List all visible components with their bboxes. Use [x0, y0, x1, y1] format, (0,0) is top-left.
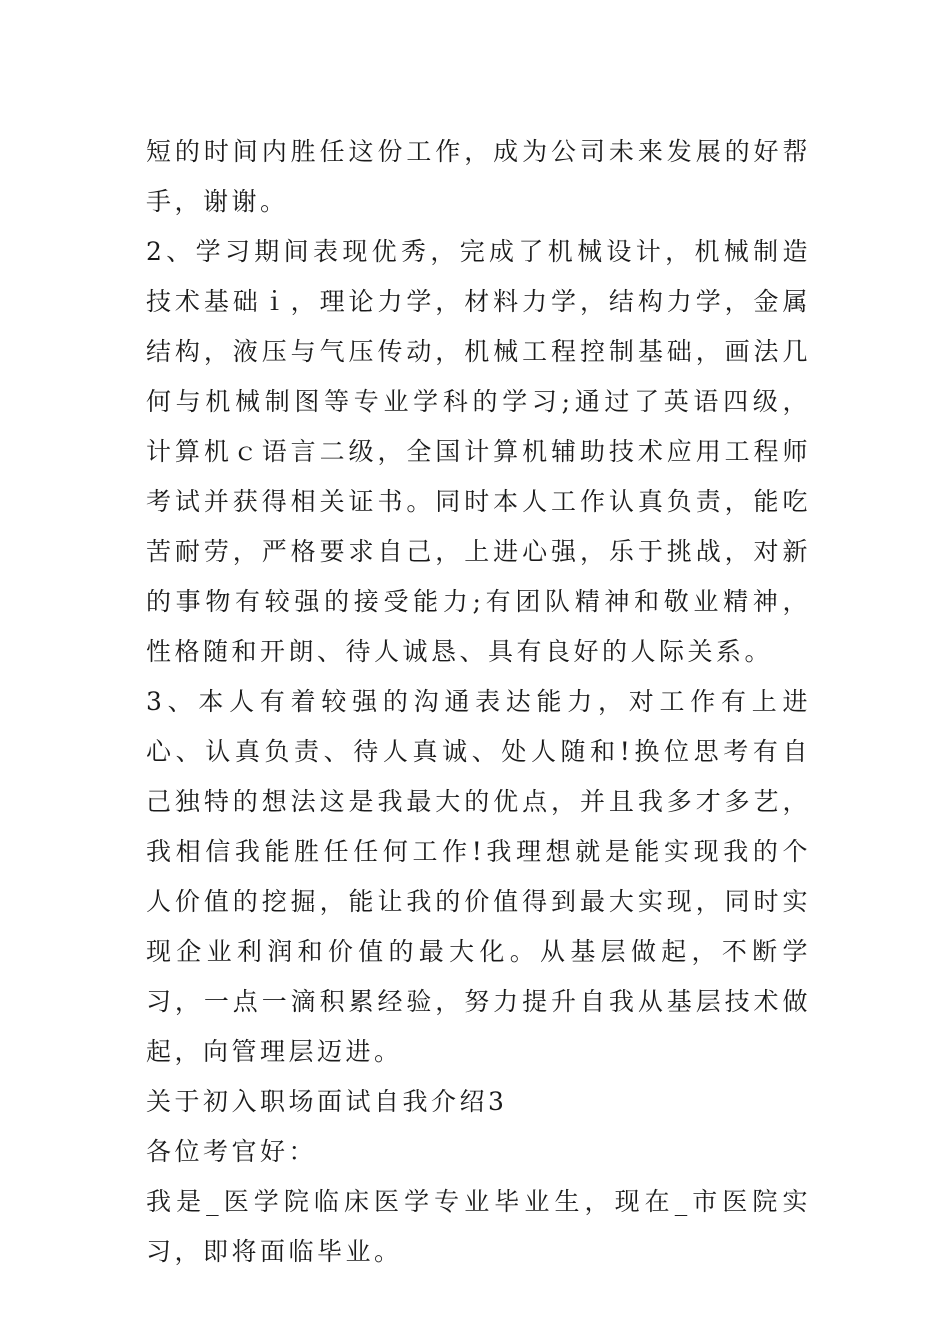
paragraph-point-2: 2、学习期间表现优秀，完成了机械设计，机械制造技术基础ｉ，理论力学，材料力学，结构力学，金属结构，液压与气压传动，机械工程控制基础，画法几何与机械制图等专业学科的学习;通过了英语四级，计算机ｃ语言二级，全国计算机辅助技术应用工程师考试并获得相关证书。同时本人工作认真负责，能吃苦耐劳，严格要求自己，上进心强，乐于挑战，对新的事物有较强的接受能力;有团队精神和敬业精神，性格随和开朗、待人诚恳、具有良好的人际关系。 [146, 237, 811, 666]
paragraph-point-3: 3、本人有着较强的沟通表达能力，对工作有上进心、认真负责、待人真诚、处人随和!换位思考有自己独特的想法这是我最大的优点，并且我多才多艺，我相信我能胜任任何工作!我理想就是能实现我的个人价值的挖掘，能让我的价值得到最大实现，同时实现企业利润和价值的最大化。从基层做起，不断学习，一点一滴积累经验，努力提升自我从基层技术做起，向管理层迈进。 [146, 687, 811, 1066]
document-body [146, 127, 811, 1277]
paragraph-closing: 短的时间内胜任这份工作，成为公司未来发展的好帮手，谢谢。 [146, 137, 811, 216]
paragraph-intro: 我是_医学院临床医学专业毕业生，现在_市医院实习，即将面临毕业。 [146, 1187, 811, 1266]
greeting: 各位考官好： [146, 1137, 318, 1166]
section-heading: 关于初入职场面试自我介绍3 [146, 1087, 508, 1116]
